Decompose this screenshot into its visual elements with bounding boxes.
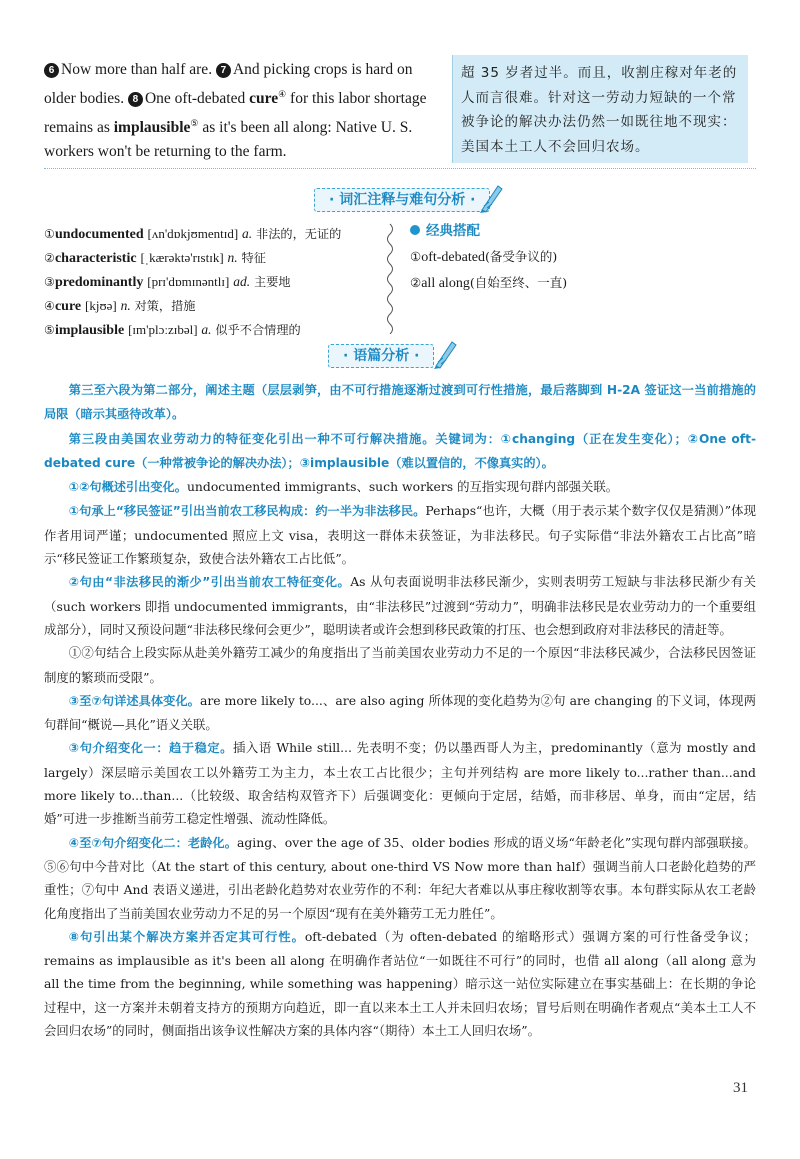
sentence-number-badge: 7 <box>216 63 231 78</box>
analysis-paragraph: ④至⑦句介绍变化二：老龄化。aging、over the age of 35、older bodies 形成的语义场“年龄老化”实现句群内部强联接。⑤⑥句中今昔对比（At the start of this century, about one-third VS Now more than half）强调当前人口老龄化趋势的严重性；⑦句中 And 表语义递进，引出老龄化趋势对农业劳作的不利：年纪大者难以从事庄稼收割等农事。本句群实际从农工老龄化角度指出了当前美国农业劳动力不足的另一个原因“现有在美外籍劳工无力胜任”。 <box>44 834 756 921</box>
passage-english <box>44 58 440 164</box>
vocab-list <box>44 222 384 342</box>
analysis-paragraph: ①句承上“移民签证”引出当前农工移民构成：约一半为非法移民。Perhaps“也许，大概（用于表示某个数字仅仅是猜测）”体现作者用词严谨；undocumented 照应上文 visa，表明这一群体未获签证，为非法移民。句子实际借“非法外籍农工占比高”暗示“移民签证工作繁琐复杂，致使合法外籍农工占比低”。 <box>44 503 756 567</box>
collocations-title-row <box>410 218 740 244</box>
discourse-analysis <box>44 378 756 1042</box>
squiggle-divider <box>383 222 397 334</box>
vocab-item: ①undocumented [ʌn'dɒkjʊmentɪd] a. 非法的，无证的 <box>44 226 342 242</box>
collocation-item: ①oft-debated(备受争议的) <box>410 249 558 265</box>
sentence-6: Now more than half are. <box>61 61 213 78</box>
vocab-item: ②characteristic [ˌkærəktə'rɪstɪk] n. 特征 <box>44 250 266 266</box>
sentence-8-part: for this labor shortage remains as <box>44 90 427 137</box>
keyword-cure: cure <box>249 90 279 108</box>
analysis-paragraph: ①②句结合上段实际从赴美外籍劳工减少的角度指出了当前美国农业劳动力不足的一个原因“非法移民减少，合法移民因签证制度的繁琐而受限”。 <box>44 645 756 685</box>
footnote-mark: ⑤ <box>190 118 199 129</box>
passage-translation-box: 超 35 岁者过半。而且，收割庄稼对年老的人而言很难。针对这一劳动力短缺的一个常被争论的解决办法仍然一如既往地不现实：美国本土工人不会回归农场。 <box>452 55 748 163</box>
pen-icon <box>478 180 504 214</box>
collocation-item: ②all along(自始至终、一直) <box>410 275 568 291</box>
sentence-number-badge: 8 <box>128 92 143 107</box>
page-number: 31 <box>733 1080 748 1096</box>
keyword-implausible: implausible <box>113 119 191 137</box>
analysis-paragraph: ⑧句引出某个解决方案并否定其可行性。oft-debated（为 often-debated 的缩略形式）强调方案的可行性备受争议；remains as implausible as it's been all along 在明确作者站位“一如既往不可行”的同时，也借 all along（all along 意为 all the time from the beginning, while something was happening）暗示这一站位实际建立在事实基础上：在长期的争论过程中，这一方案并未朝着支持方的预期方向趋近，即一直以来本土工人并未回归农场；冒号后则在明确作者观点“美本土工人不会回归农场”的同时，侧面指出该争议性解决方案的具体内容“（期待）本土工人回归农场”。 <box>44 928 756 1039</box>
vocab-section-heading: · 词汇注释与难句分析 · <box>314 188 490 212</box>
vocab-item: ④cure [kjʊə] n. 对策，措施 <box>44 298 196 314</box>
divider <box>44 168 756 169</box>
sentence-number-badge: 6 <box>44 63 59 78</box>
footnote-mark: ④ <box>278 89 287 99</box>
sentence-8-part: as it's been all along: Native U. S. workers won't be returning to the farm. <box>44 119 413 161</box>
pen-icon <box>432 336 458 370</box>
sentence-8-part: One oft-debated <box>144 90 246 108</box>
analysis-paragraph: ③句介绍变化一：趋于稳定。插入语 While still... 先表明不变；仍以墨西哥人为主，predominantly（意为 mostly and largely）深层暗示美国农工以外籍劳工为主力，本土农工占比很少；主句并列结构 are more likely to...rather than...and more likely to...than...（比较级、取舍结构双管齐下）后强调变化：更倾向于定居，结婚，而非移居、单身，而由“定居，结婚”可进一步推断当前劳工稳定性增强、流动性降低。 <box>44 740 756 827</box>
analysis-paragraph: 第三至六段为第二部分，阐述主题（层层剥笋，由不可行措施逐渐过渡到可行性措施，最后落脚到 H-2A 签证这一当前措施的局限（暗示其亟待改革）。 <box>44 383 756 422</box>
analysis-section-heading: · 语篇分析 · <box>328 344 434 368</box>
vocab-item: ⑤implausible [ɪm'plɔːzɪbəl] a. 似乎不合情理的 <box>44 322 301 338</box>
analysis-paragraph: ②句由“非法移民的渐少”引出当前农工特征变化。As 从句表面说明非法移民渐少，实则表明劳工短缺与非法移民渐少有关（such workers 即指 undocumented immigrants，由“非法移民”过渡到“劳动力”，明确非法移民是农业劳动力的一个重要组成部分），同时又预设问题“非法移民缘何会更少”，聪明读者或许会想到移民政策的打压、也会想到政府对非法移民的清赶等。 <box>44 574 756 637</box>
analysis-paragraph: ③至⑦句详述具体变化。are more likely to...、are also aging 所体现的变化趋势为②句 are changing 的下义词，体现两句群间“概说—具化”语义关联。 <box>44 692 756 733</box>
analysis-paragraph: ①②句概述引出变化。undocumented immigrants、such workers 的互指实现句群内部强关联。 <box>68 479 619 495</box>
analysis-paragraph: 第三段由美国农业劳动力的特征变化引出一种不可行解决措施。关键词为：①changing（正在发生变化）；②One oft-debated cure（一种常被争论的解决办法）；③implausible（难以置信的，不像真实的）。 <box>44 431 756 470</box>
sentence-7: And picking crops is hard on older bodies. <box>44 61 413 108</box>
vocab-item: ③predominantly [prɪ'dɒmɪnəntlɪ] ad. 主要地 <box>44 274 291 290</box>
collocations-title: 经典搭配 <box>426 223 480 239</box>
collocations-box <box>410 218 740 296</box>
bullet-dot-icon <box>410 225 420 235</box>
